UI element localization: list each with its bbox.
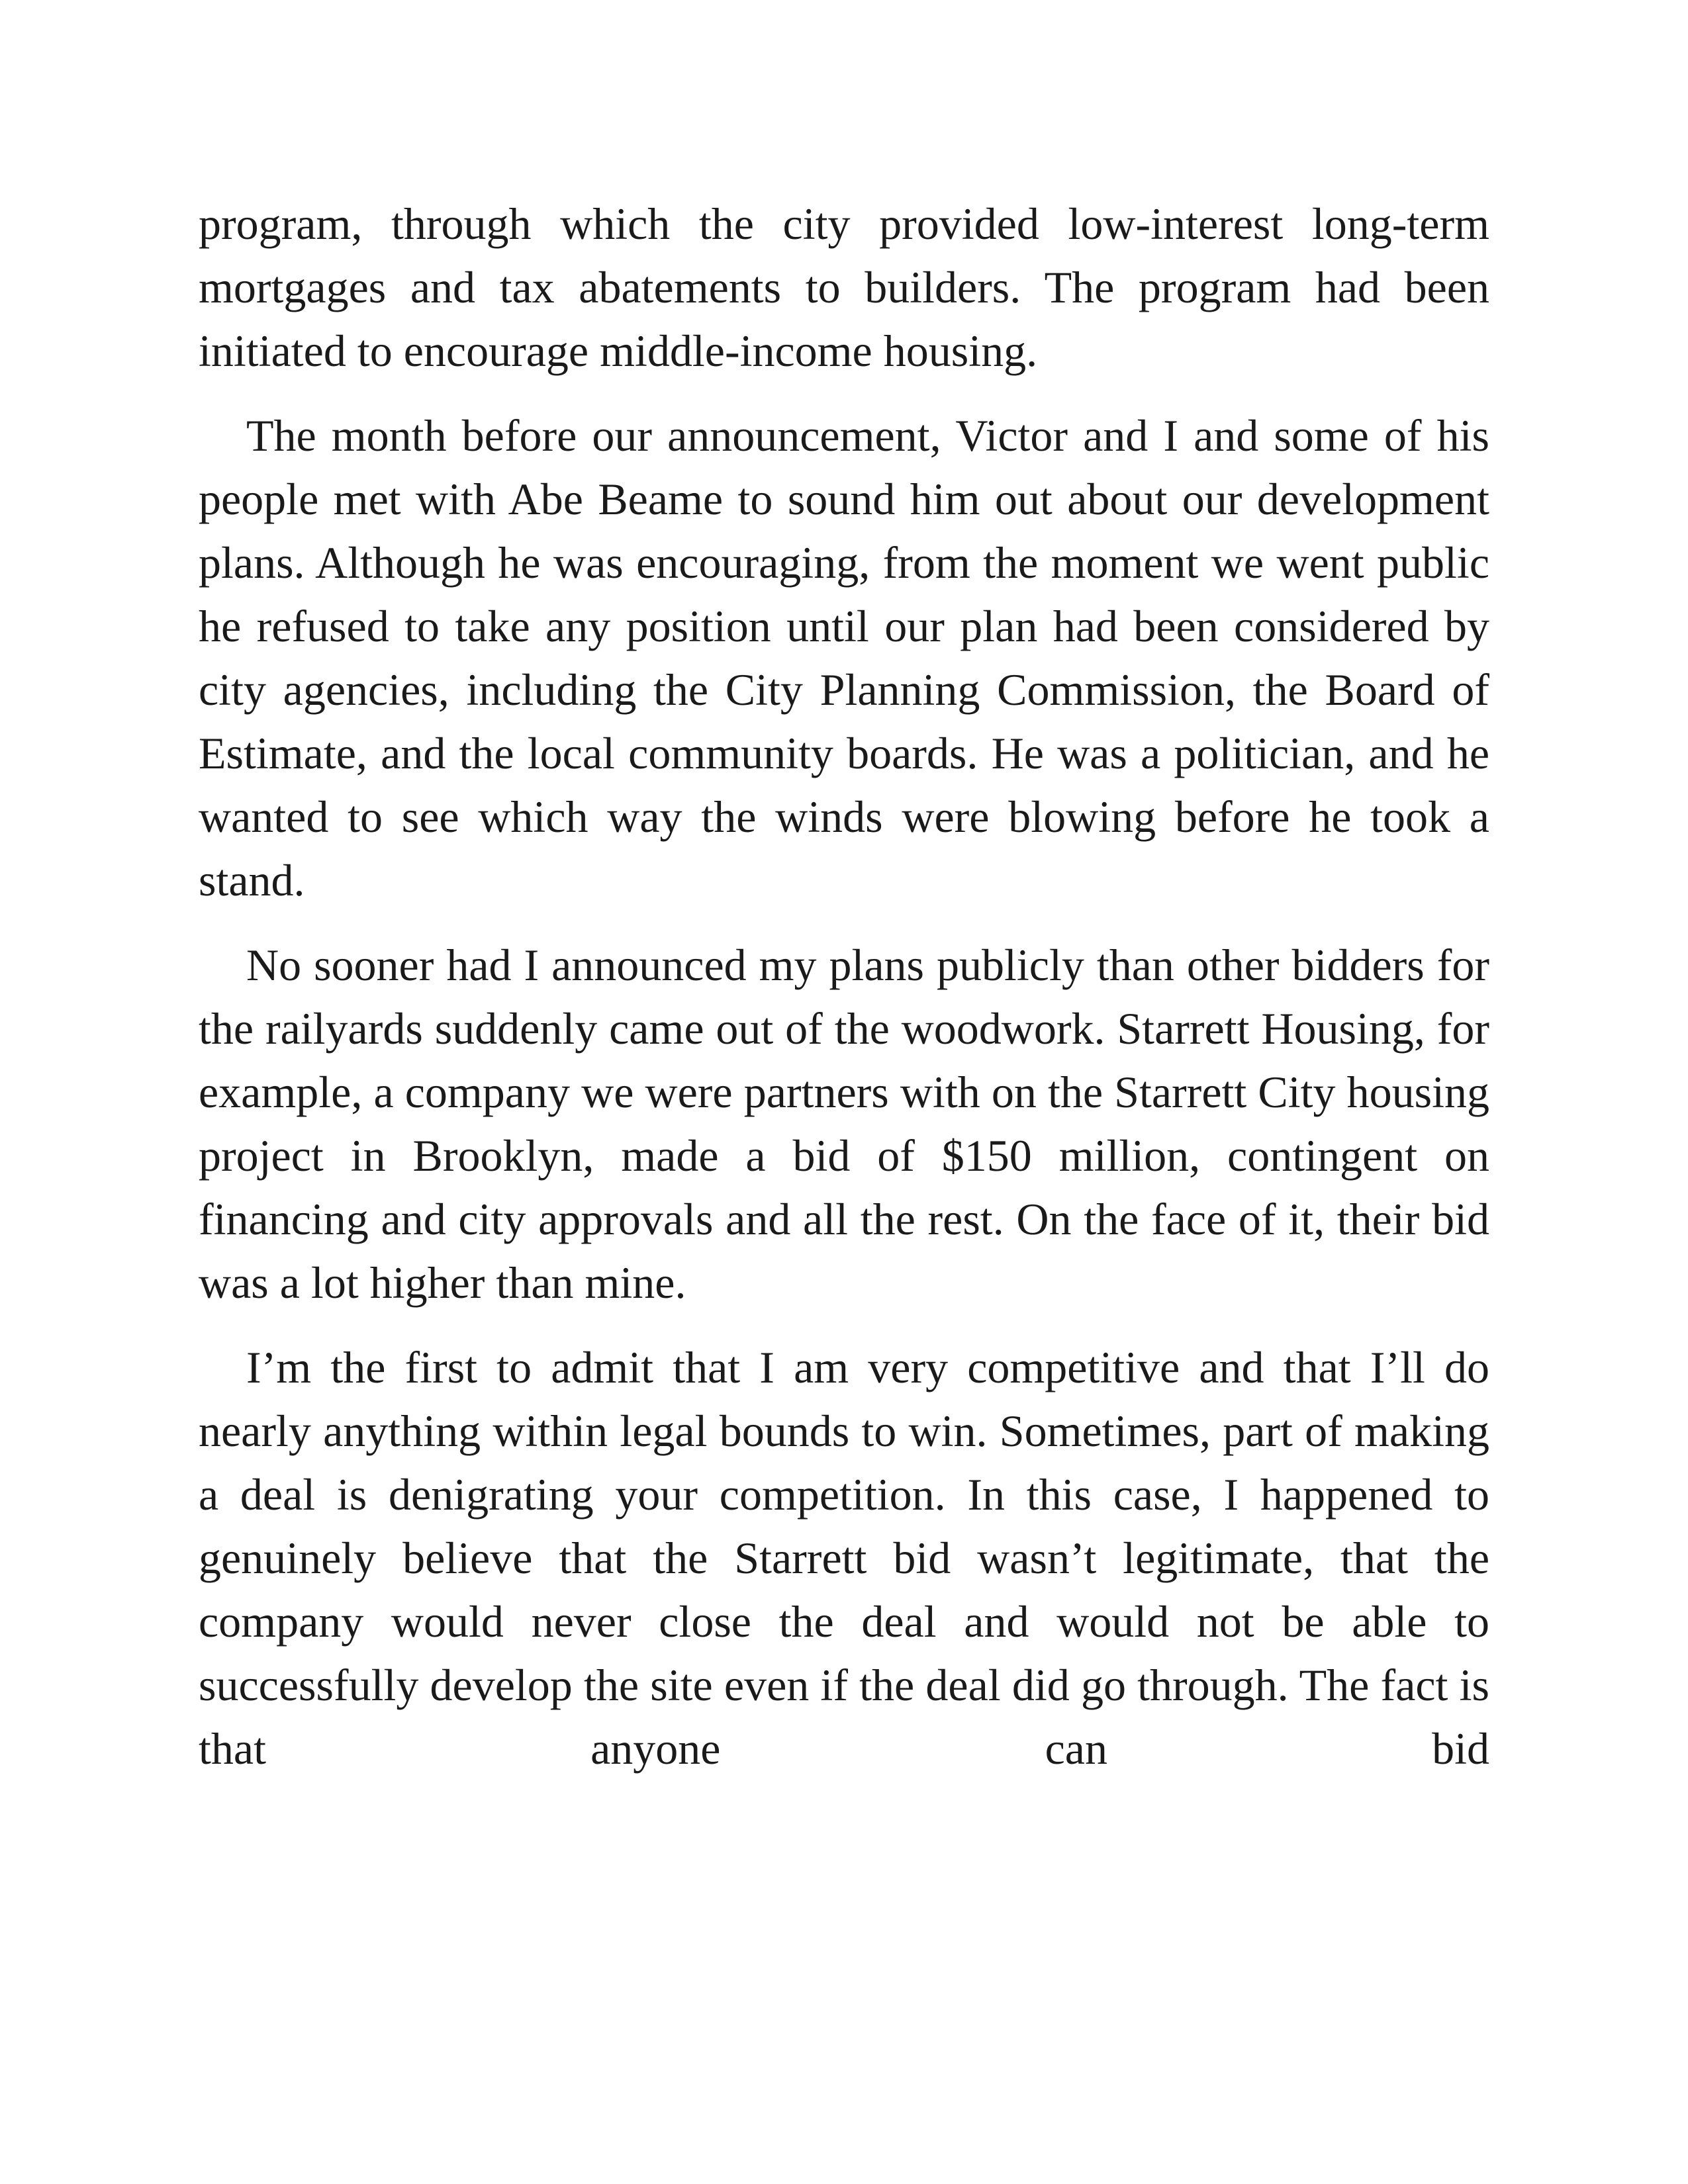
paragraph-4: I’m the first to admit that I am very competitive and that I’ll do nearly anything within legal bounds to win. Sometimes, part of making a deal is denigrating your competition. In this case, I happened to genuinely believe that the Starrett bid wasn’t legitimate, that the company would never close the deal and would not be able to successfully develop the site even if the deal did go through. The fact is that anyone can bid [199,1342,1489,1774]
paragraph-3: No sooner had I announced my plans publicly than other bidders for the railyards suddenly came out of the woodwork. Starrett Housing, for example, a company we were partners with on the Starrett City housing project in Brooklyn, made a bid of $150 million, contingent on financing and city approvals and all the rest. On the face of it, their bid was a lot higher than mine. [199,940,1489,1308]
paragraph-2: The month before our announcement, Victor and I and some of his people met with Abe Beame to sound him out about our development plans. Although he was encouraging, from the moment we went public he refused to take any position until our plan had been considered by city agencies, including the City Planning Commission, the Board of Estimate, and the local community boards. He was a politician, and he wanted to see which way the winds were blowing before he took a stand. [199,410,1489,905]
document-page [199,192,1489,1801]
paragraph-1: program, through which the city provided low-interest long-term mortgages and tax abatements to builders. The program had been initiated to encourage middle-income housing. [199,199,1489,376]
